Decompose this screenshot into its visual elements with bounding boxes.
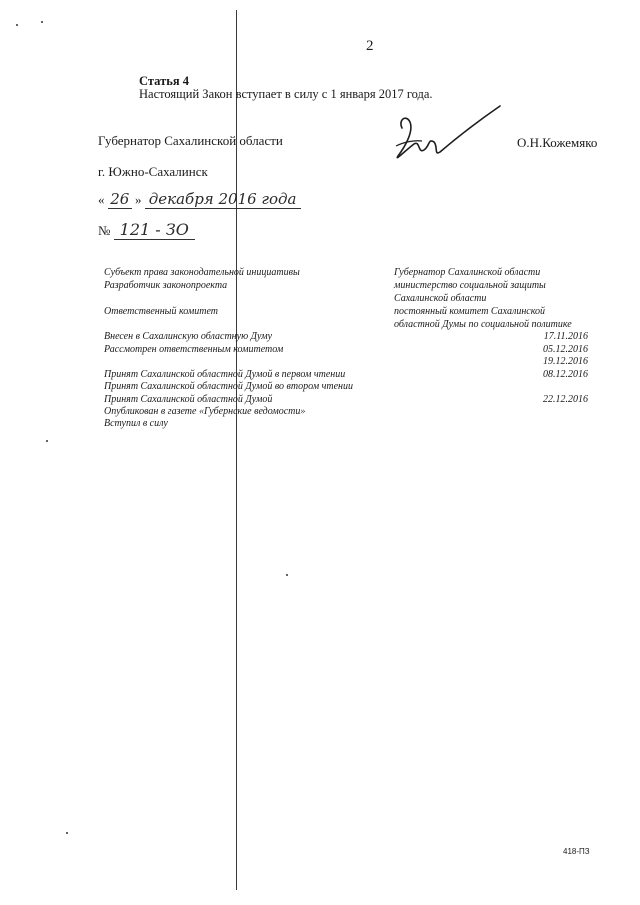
meta-first-reading-label: Принят Сахалинской областной Думой в первом чтении [104, 369, 346, 380]
meta-submitted-label: Внесен в Сахалинскую областную Думу [104, 331, 273, 342]
signing-date [98, 190, 301, 209]
meta-developer-label: Разработчик законопроекта [104, 280, 228, 291]
meta-adopted-label: Принят Сахалинской областной Думой [104, 394, 273, 405]
meta-second-reading-label: Принят Сахалинской областной Думой во втором чтении [104, 381, 354, 392]
meta-reviewed-date-1: 05.12.2016 [543, 344, 588, 355]
meta-effective-label: Вступил в силу [104, 418, 168, 429]
meta-first-reading-date: 08.12.2016 [543, 369, 588, 380]
handwritten-signature [384, 100, 504, 170]
meta-reviewed-date-2: 19.12.2016 [543, 356, 588, 367]
city-line: г. Южно-Сахалинск [98, 164, 208, 179]
date-month-year: декабря 2016 года [145, 190, 301, 209]
meta-reviewed-label: Рассмотрен ответственным комитетом [104, 344, 284, 355]
footer-code: 418-ПЗ [563, 847, 590, 856]
scan-speck [286, 574, 288, 576]
meta-adopted-date: 22.12.2016 [543, 394, 588, 405]
article-text: Настоящий Закон вступает в силу с 1 января 2017 года. [139, 87, 433, 101]
meta-committee-value: постоянный комитет Сахалинской областной Думы по социальной политике [394, 306, 572, 330]
meta-committee-label: Ответственный комитет [104, 306, 218, 317]
meta-published-label: Опубликован в газете «Губернские ведомости» [104, 406, 306, 417]
scan-speck [66, 832, 68, 834]
signatory-position: Губернатор Сахалинской области [98, 133, 283, 148]
meta-developer-value: министерство социальной защиты Сахалинской области [394, 280, 546, 304]
date-open-quote: « [98, 192, 105, 207]
meta-subject-label: Субъект права законодательной инициативы [104, 267, 300, 278]
law-number-prefix: № [98, 223, 111, 238]
law-number-value: 121 - ЗО [114, 220, 195, 240]
article-heading: Статья 4 [139, 74, 189, 88]
meta-submitted-date: 17.11.2016 [543, 331, 588, 342]
law-number [98, 220, 195, 240]
scan-speck [46, 440, 48, 442]
date-day: 26 [108, 190, 132, 209]
meta-subject-value: Губернатор Сахалинской области [394, 267, 541, 278]
date-close-quote: » [135, 192, 142, 207]
scan-speck [16, 24, 18, 26]
scan-speck [41, 21, 43, 23]
signatory-name: О.Н.Кожемяко [517, 135, 598, 150]
page-number: 2 [366, 38, 374, 54]
